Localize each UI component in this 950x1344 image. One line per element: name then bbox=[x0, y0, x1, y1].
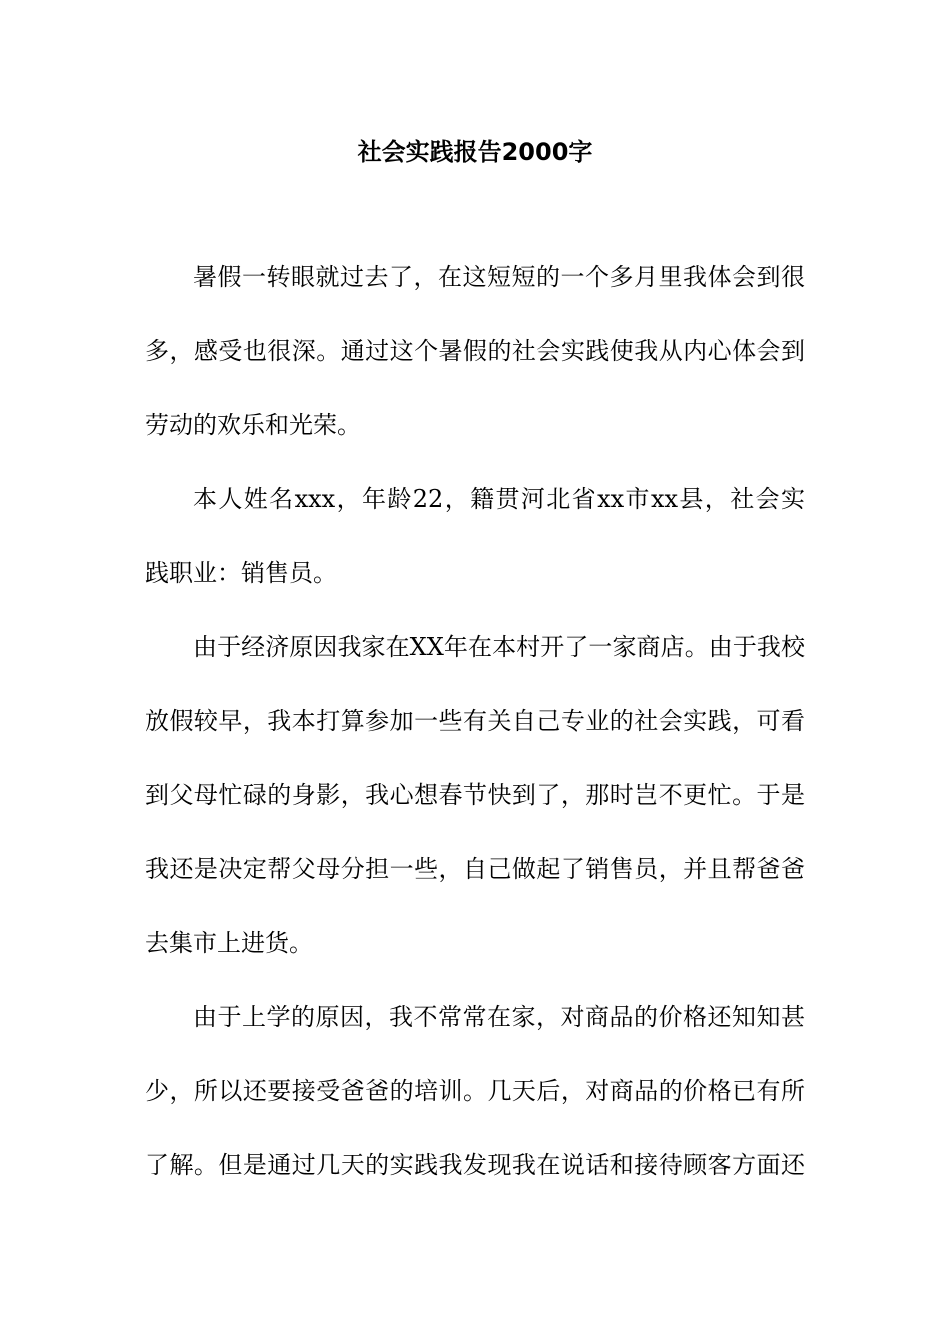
paragraph-line: 我还是决定帮父母分担一些，自己做起了销售员，并且帮爸爸 bbox=[145, 855, 805, 883]
document-body bbox=[145, 240, 805, 1202]
paragraph-line: 暑假一转眼就过去了，在这短短的一个多月里我体会到很 bbox=[193, 263, 805, 291]
document-title: 社会实践报告2000字 bbox=[357, 138, 593, 166]
paragraph-line: 放假较早，我本打算参加一些有关自己专业的社会实践，可看 bbox=[145, 707, 805, 735]
paragraph-line: 由于经济原因我家在XX年在本村开了一家商店。由于我校 bbox=[193, 633, 805, 661]
paragraph-line: 本人姓名xxx，年龄22，籍贯河北省xx市xx县，社会实 bbox=[193, 485, 805, 513]
paragraph-line: 践职业：销售员。 bbox=[145, 559, 337, 587]
paragraph-4 bbox=[145, 980, 805, 1202]
paragraph-3 bbox=[145, 610, 805, 980]
paragraph-2 bbox=[145, 462, 805, 610]
paragraph-line: 了解。但是通过几天的实践我发现我在说话和接待顾客方面还 bbox=[145, 1151, 805, 1179]
paragraph-1 bbox=[145, 240, 805, 462]
paragraph-line: 多，感受也很深。通过这个暑假的社会实践使我从内心体会到 bbox=[145, 337, 805, 365]
paragraph-line: 到父母忙碌的身影，我心想春节快到了，那时岂不更忙。于是 bbox=[145, 781, 805, 809]
paragraph-line: 由于上学的原因，我不常常在家，对商品的价格还知知甚 bbox=[193, 1003, 805, 1031]
paragraph-line: 劳动的欢乐和光荣。 bbox=[145, 411, 361, 439]
paragraph-line: 去集市上进货。 bbox=[145, 929, 313, 957]
paragraph-line: 少，所以还要接受爸爸的培训。几天后，对商品的价格已有所 bbox=[145, 1077, 805, 1105]
